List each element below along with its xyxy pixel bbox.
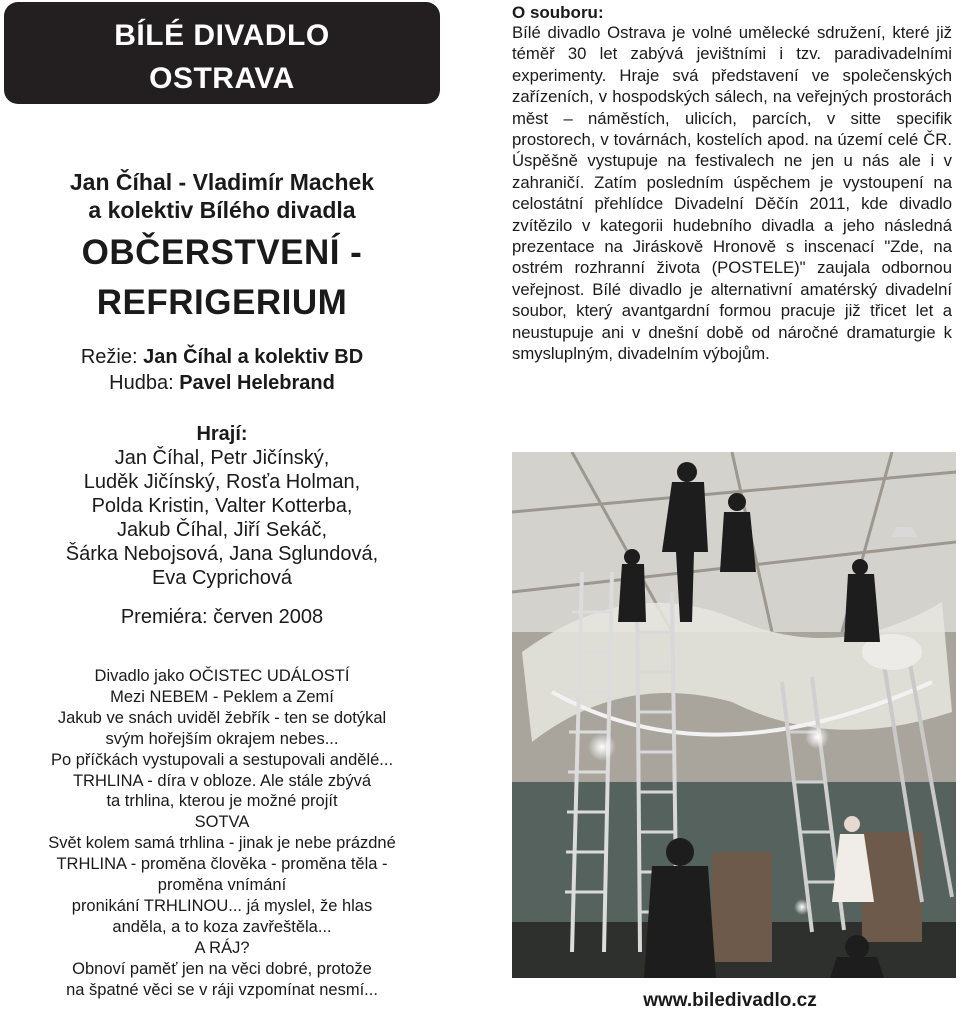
direction-credit	[0, 344, 444, 370]
poem-line: proměna vnímání	[157, 876, 287, 895]
poem	[0, 666, 444, 1001]
direction-label: Režie:	[80, 346, 138, 368]
cast-line: Eva Cyprichová	[151, 567, 293, 589]
music-value: Pavel Helebrand	[179, 372, 335, 394]
about-heading: O souboru:	[512, 3, 604, 22]
music-label: Hudba:	[109, 372, 174, 394]
poem-line: Svět kolem samá trhlina - jinak je nebe prázdné	[48, 834, 396, 853]
performance-photo	[512, 452, 956, 978]
performance-photo-illustration	[512, 452, 956, 978]
poem-line: TRHLINA - díra v obloze. Ale stále zbývá	[72, 771, 372, 790]
poem-line: anděla, a to koza zavřeštěla...	[112, 917, 332, 936]
title-line1: OBČERSTVENÍ -	[81, 233, 363, 272]
poem-line: Divadlo jako OČISTEC UDÁLOSTÍ	[94, 667, 350, 685]
poem-line: Jakub ve snách uviděl žebřík - ten se dotýkal	[57, 708, 387, 727]
poem-line: svým hořejším okrajem nebes...	[105, 729, 339, 748]
about-text: Bílé divadlo Ostrava je volné umělecké sdružení, které již téměř 30 let zabývá jevištními i tzv. paradivadelními experimenty. Hraje svá představení ve společenských zařízeních, v hospodských sálech, na veřejných prostorách měst – náměstích, ulicích, parcích, v sitte specifik prostorech, v továrnách, kostelích apod. na území celé ČR. Úspěšně vystupuje na festivalech ne jen u nás ale i v zahraničí. Zatím posledním úspěchem je vystoupení na celostátní přehlídce Divadelní Děčín 2011, kde divadlo zvítězilo v kategorii hudebního divadla a jeho následná prezentace na Jiráskově Hronově s inscenací "Zde, na ostrém rozhranní života (POSTELE)" zaujala odbornou veřejnost. Bílé divadlo je alternativní amatérský divadelní soubor, který avantgardní formou pracuje již třicet let a neustupuje ani v dnešní době od náročné dramaturgie k smysluplným, divadelním výbojům.	[512, 23, 952, 364]
cast-line: Jakub Číhal, Jiří Sekáč,	[116, 519, 328, 541]
website-link[interactable]: www.biledivadlo.cz	[643, 990, 817, 1011]
poem-line: Mezi NEBEM - Peklem a Zemí	[110, 687, 334, 706]
poem-line: SOTVA	[194, 813, 250, 832]
theatre-name-line1: BÍLÉ DIVADLO	[114, 19, 330, 52]
poem-line: pronikání TRHLINOU... já myslel, že hlas	[71, 896, 373, 915]
cast-line: Jan Číhal, Petr Jičínský,	[114, 447, 330, 469]
authors	[0, 168, 444, 224]
cast-list	[0, 422, 444, 590]
cast-line: Luděk Jičínský, Rosťa Holman,	[83, 471, 361, 493]
theatre-name-line2: OSTRAVA	[149, 62, 295, 95]
poem-line: ta trhlina, kterou je možné projít	[106, 792, 338, 811]
music-credit	[0, 370, 444, 396]
direction-value: Jan Číhal a kolektiv BD	[143, 346, 364, 368]
title-line2: REFRIGERIUM	[96, 283, 348, 322]
poem-line: A RÁJ?	[194, 938, 250, 957]
theatre-name-banner	[4, 2, 440, 104]
cast-line: Polda Kristin, Valter Kotterba,	[91, 495, 353, 517]
poem-line: Po příčkách vystupovali a sestupovali andělé...	[50, 750, 394, 769]
poem-line: Obnoví paměť jen na věci dobré, protože	[72, 959, 372, 978]
poem-line: TRHLINA - proměna člověka - proměna těla -	[56, 855, 388, 874]
left-column	[0, 0, 444, 1012]
authors-line1: Jan Číhal - Vladimír Machek	[69, 169, 375, 195]
credits	[0, 344, 444, 396]
cast-heading: Hrají:	[196, 423, 248, 445]
production-title	[0, 228, 444, 328]
premiere-date: Premiéra: červen 2008	[120, 606, 324, 628]
poem-line: na špatné věci se v ráji vzpomínat nesmí...	[66, 980, 378, 999]
authors-line2: a kolektiv Bílého divadla	[88, 197, 356, 223]
cast-line: Šárka Nebojsová, Jana Sglundová,	[65, 543, 379, 565]
